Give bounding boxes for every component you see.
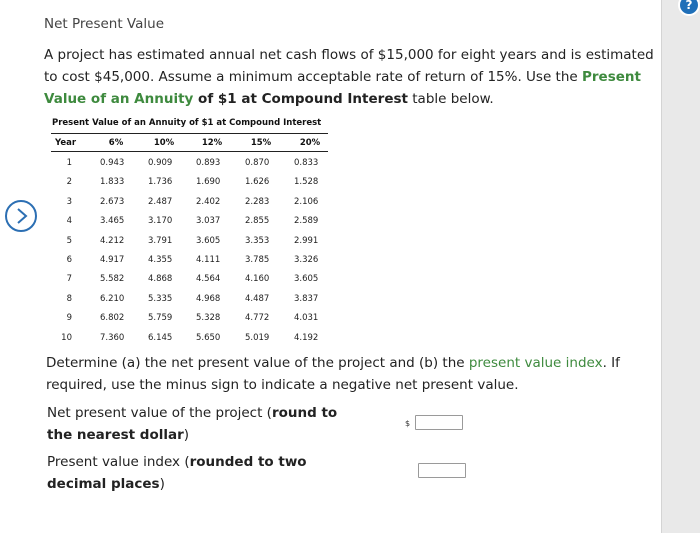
factor-cell: 3.837 — [294, 293, 319, 304]
factor-cell: 5.759 — [148, 313, 173, 324]
factor-cell: 4.564 — [196, 274, 221, 285]
factor-cell: 5.019 — [245, 332, 270, 343]
table-row — [0, 313, 661, 332]
factor-cell: 4.968 — [196, 293, 221, 304]
pvi-label-bold: rounded to two decimal places — [47, 454, 307, 492]
table-row — [0, 294, 661, 313]
intro-tail: table below. — [407, 91, 494, 107]
problem-statement — [44, 44, 654, 110]
year-cell: 3 — [66, 196, 72, 207]
factor-cell: 2.402 — [196, 196, 221, 207]
factor-cell: 2.283 — [245, 196, 270, 207]
next-question-button[interactable] — [5, 200, 37, 232]
factor-cell: 1.626 — [245, 177, 270, 188]
factor-cell: 6.802 — [100, 313, 125, 324]
factor-cell: 5.328 — [196, 313, 221, 324]
table-header-rule — [51, 151, 328, 152]
factor-cell: 7.360 — [100, 332, 125, 343]
page-title: Net Present Value — [44, 16, 165, 32]
factor-cell: 2.855 — [245, 216, 270, 227]
factor-cell: 1.736 — [148, 177, 173, 188]
table-header-cell: 10% — [153, 138, 175, 148]
factor-cell: 0.943 — [100, 158, 125, 168]
factor-cell: 2.991 — [294, 235, 319, 246]
table-row — [0, 333, 661, 352]
table-header-cell: Year — [55, 138, 77, 148]
table-row — [0, 177, 661, 196]
table-top-rule — [51, 133, 328, 134]
factor-cell: 5.650 — [196, 332, 221, 343]
factor-cell: 3.605 — [196, 235, 221, 246]
pvi-label-text: Present value index ( — [47, 454, 190, 470]
intro-bold: of $1 at Compound Interest — [193, 91, 408, 107]
factor-cell: 4.355 — [148, 255, 173, 265]
year-cell: 9 — [66, 313, 72, 324]
npv-input[interactable] — [415, 415, 463, 430]
question-text — [46, 352, 646, 396]
factor-cell: 2.106 — [294, 196, 319, 207]
factor-cell: 4.031 — [294, 313, 319, 324]
factor-cell: 3.170 — [148, 216, 173, 227]
factor-cell: 0.833 — [294, 158, 319, 168]
factor-cell: 3.785 — [245, 255, 270, 265]
npv-label-text: Net present value of the project ( — [47, 405, 272, 421]
year-cell: 4 — [66, 216, 72, 227]
table-row — [0, 255, 661, 274]
factor-cell: 2.673 — [100, 196, 125, 207]
factor-cell: 6.145 — [148, 332, 173, 343]
factor-cell: 3.605 — [294, 274, 319, 285]
year-cell: 1 — [66, 158, 72, 168]
present-value-index-link[interactable]: present value index — [468, 355, 603, 371]
intro-text: A project has estimated annual net cash flows of $15,000 for eight years and is estimated to cost $45,000. Assume a minimum acceptable rate of return of 15%. Use the — [44, 47, 654, 85]
factor-cell: 5.335 — [148, 293, 173, 304]
factor-cell: 1.528 — [294, 177, 319, 188]
question-text-end: . If required, use the minus sign to indicate a negative net present value. — [46, 355, 620, 393]
factor-cell: 3.353 — [245, 235, 270, 246]
factor-cell: 1.690 — [196, 177, 221, 188]
table-row — [0, 274, 661, 293]
factor-cell: 4.111 — [196, 255, 221, 265]
factor-cell: 0.893 — [196, 158, 221, 168]
year-cell: 6 — [66, 255, 72, 265]
factor-cell: 4.868 — [148, 274, 173, 285]
factor-cell: 3.791 — [148, 235, 173, 246]
factor-cell: 5.582 — [100, 274, 125, 285]
factor-cell: 2.487 — [148, 196, 173, 207]
table-header-cell: 6% — [108, 138, 124, 148]
factor-cell: 4.772 — [245, 313, 270, 324]
factor-cell: 3.037 — [196, 216, 221, 227]
pvi-input[interactable] — [418, 463, 466, 478]
chevron-right-icon — [14, 208, 30, 224]
npv-label-close: ) — [183, 427, 190, 443]
factor-cell: 4.160 — [245, 274, 270, 285]
year-cell: 8 — [66, 293, 72, 304]
factor-cell: 2.589 — [294, 216, 319, 227]
table-caption: Present Value of an Annuity of $1 at Compound Interest — [52, 118, 322, 128]
factor-cell: 3.326 — [294, 255, 319, 265]
table-header-cell: 20% — [299, 138, 321, 148]
table-header-cell: 12% — [201, 138, 223, 148]
question-text-start: Determine (a) the net present value of the project and (b) the — [46, 355, 469, 371]
table-row — [0, 216, 661, 235]
table-row — [0, 197, 661, 216]
year-cell: 5 — [66, 235, 72, 246]
year-cell: 10 — [61, 332, 72, 343]
factor-cell: 0.909 — [148, 158, 173, 168]
factor-cell: 4.487 — [245, 293, 270, 304]
pvi-label-close: ) — [159, 476, 165, 492]
right-scroll-rail — [661, 0, 700, 533]
factor-cell: 6.210 — [100, 293, 125, 304]
factor-cell: 4.192 — [294, 332, 319, 343]
year-cell: 7 — [66, 274, 72, 285]
factor-cell: 3.465 — [100, 216, 125, 227]
factor-cell: 4.212 — [100, 235, 125, 246]
pvi-label — [47, 451, 367, 495]
year-cell: 2 — [66, 177, 72, 188]
npv-label-bold: round to the nearest dollar — [47, 405, 338, 443]
table-row — [0, 158, 661, 177]
factor-cell: 4.917 — [100, 255, 125, 265]
factor-cell: 0.870 — [245, 158, 270, 168]
help-icon[interactable]: ? — [678, 0, 700, 16]
table-row — [0, 236, 661, 255]
factor-cell: 1.833 — [100, 177, 125, 188]
npv-dollar-prefix: $ — [405, 419, 411, 428]
table-header-cell: 15% — [250, 138, 272, 148]
npv-label — [47, 402, 367, 446]
annuity-table-link[interactable]: Present Value of an Annuity — [44, 69, 641, 107]
